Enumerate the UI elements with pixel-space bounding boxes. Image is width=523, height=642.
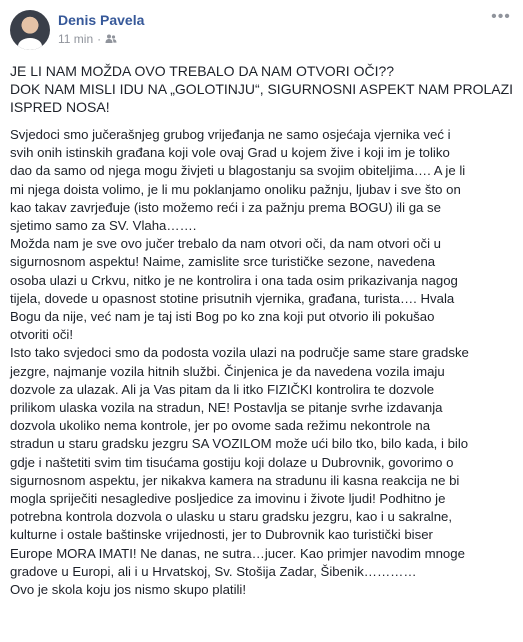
author-name[interactable]: Denis Pavela: [58, 12, 145, 28]
post-timestamp[interactable]: 11 min: [58, 32, 94, 46]
post-paragraph: Isto tako svjedoci smo da podosta vozila ulazi na područje same stare gradske jezgre, najmanje vozila hitnih službi. Činjenica je da navedena vozila imaju dozvole za ulazak. Ali ja Vas pitam da li itko FIZIČKI kontrolira te dozvole prilikom ulaska vozila na stradun, NE! Postavlja se pitanje svrhe izdavanja dozvola ukoliko nema kontrole, jer po ovome sada režimu nekontrole na stradun u staru gradsku jezgru SA VOZILOM može ući bilo tko, bilo kada, i bilo gdje i naštetiti svim tim tisućama gostiju koji dolaze u Dubrovnik, govorimo o sigurnosnom aspektu, jer nikakva kamera na stradunu ili kasna reakcija ne bi mogla spriječiti nesagledive posljedice za imovinu i živote ljudi! Podhitno je potrebna kontrola dozvola o ulasku u staru gradsku jezgru, kao i u sakralne, kulturne i ostale baštinske vrijednosti, jer to Dubrovnik kao turistički biser Europe MORA IMATI! Ne danas, ne sutra…jucer. Kao primjer navodim mnoge gradove u Europi, ali i u Hrvatskoj, Sv. Stošija Zadar, Šibenik…………: [10, 345, 469, 579]
post-body: [10, 126, 518, 599]
post-headline: JE LI NAM MOŽDA OVO TREBALO DA NAM OTVORI OČI?? DOK NAM MISLI IDU NA „GOLOTINJU“, SIGURNOSNI ASPEKT NAM PROLAZI ISPRED NOSA!: [10, 63, 514, 115]
post-paragraph: Možda nam je sve ovo jučer trebalo da nam otvori oči, da nam otvori oči u sigurnosnom aspektu! Naime, zamislite srce turističke sezone, navedena osoba ulazi u Crkvu, nitko je ne kontrolira i ona tada osim prikazivanja nagog tijela, dovede u opasnost stotine prisutnih vjernika, građana, turista…. Hvala Bogu da nije, već nam je taj isti Bog po ko zna koji put otvorio ili pokušao otvoriti oči!: [10, 236, 458, 343]
meta-separator: ·: [97, 32, 102, 46]
friends-icon[interactable]: [105, 34, 117, 44]
avatar[interactable]: [10, 10, 50, 50]
post-meta: [58, 32, 117, 46]
more-options-icon[interactable]: •••: [491, 8, 511, 25]
post-paragraph: Ovo je skola koju jos nismo skupo platili!: [10, 582, 247, 598]
post-paragraph: Svjedoci smo jučerašnjeg grubog vrijeđanja ne samo osjećaja vjernika već i svih onih istinskih građana koji vole ovaj Grad u kojem žive i koji im je toliko dao da samo od njega mogu živjeti u blagostanju sa svojim obiteljima…. A je li mi njega doista volimo, je li mu poklanjamo onoliku pažnju, ljubav i sve što on kao takav zavrjeđuje (isto možemo reći i za pažnju prema BOGU) ili ga se sjetimo samo za SV. Vlaha…….: [10, 127, 466, 234]
